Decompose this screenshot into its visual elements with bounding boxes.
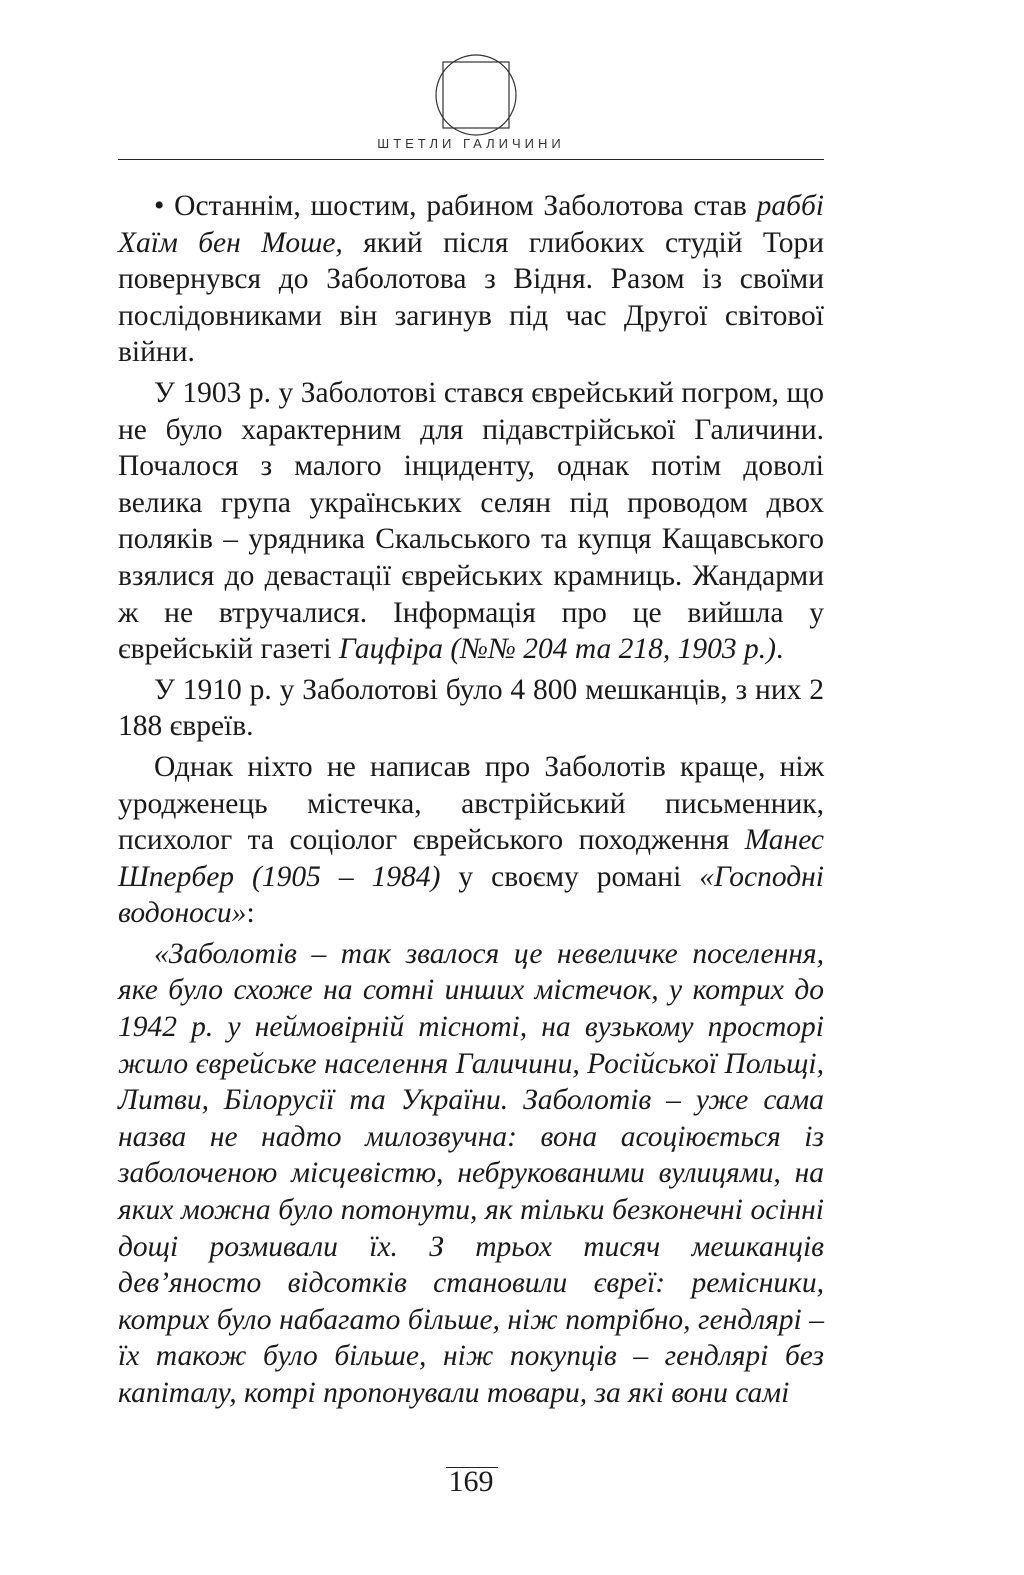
- italic-text: «Господні водоноси»: [118, 860, 824, 930]
- text-run: .: [776, 633, 784, 666]
- quote-paragraph: [118, 936, 824, 1412]
- text-run: :: [246, 897, 255, 930]
- running-head: ШТЕТЛИ ГАЛИЧИНИ: [377, 136, 565, 151]
- paragraph: [118, 672, 824, 745]
- circle-square-emblem-icon: [431, 50, 521, 140]
- header-rule: [118, 159, 824, 160]
- text-run: який після глибоких студій Тори повернувся до Заболотова з Відня. Разом із своїми послідовниками він загинув під час Другої світової війни.: [118, 226, 824, 369]
- paragraph: [118, 375, 824, 668]
- italic-text: Гацфіра (№№ 204 та 218, 1903 р.): [338, 633, 777, 666]
- text-run: • Останнім, шостим, рабином Заболотова став: [154, 190, 757, 222]
- italic-text: «Заболотів – так звалося це невеличке поселення, яке було схоже на сотні инших містечок, у котрих до 1942 р. у неймовірній тісноті, на вузькому просторі жило єврейське населення Галичини, Російської Польщі, Литви, Білорусії та України. Заболотів – уже сама назва не надто милозвучна: вона асоціюється із заболоченою місцевістю, небрукованими вулицями, на яких можна було потонути, як тільки безконечні осінні дощі розмивали їх. З трьох тисяч мешканців дев’яносто відсотків становили євреї: ремісники, котрих було набагато більше, ніж потрібно, гендлярі – їх також було більше, ніж покупців – гендлярі без капіталу, котрі пропонували товари, за які вони самі: [118, 937, 824, 1409]
- page-number: 169: [448, 1465, 494, 1498]
- text-run: у своєму романі: [440, 860, 700, 893]
- text-run: Однак ніхто не написав про Заболотів краще, ніж уродженець містечка, австрійський письменник, психолог та соціолог єврейського походження: [118, 750, 824, 857]
- paragraph: [118, 749, 824, 932]
- text-run: У 1910 р. у Заболотові було 4 800 мешканців, з них 2 188 євреїв.: [118, 673, 824, 743]
- italic-text: раббі Хаїм бен Моше,: [118, 190, 824, 259]
- text-run: У 1903 р. у Заболотові стався єврейський погром, що не було характерним для підавстрійської Галичини. Почалося з малого інциденту, однак потім доволі велика група українських селян під проводом двох поляків – урядника Скальського та купця Кащавського взялися до девастації єврейських крамниць. Жандарми ж не втручалися. Інформація про це вийшла у єврейській газеті: [118, 376, 824, 666]
- italic-text: Манес Шпербер (1905 – 1984): [118, 824, 824, 893]
- paragraph: [118, 188, 824, 371]
- body-text: [118, 188, 824, 1416]
